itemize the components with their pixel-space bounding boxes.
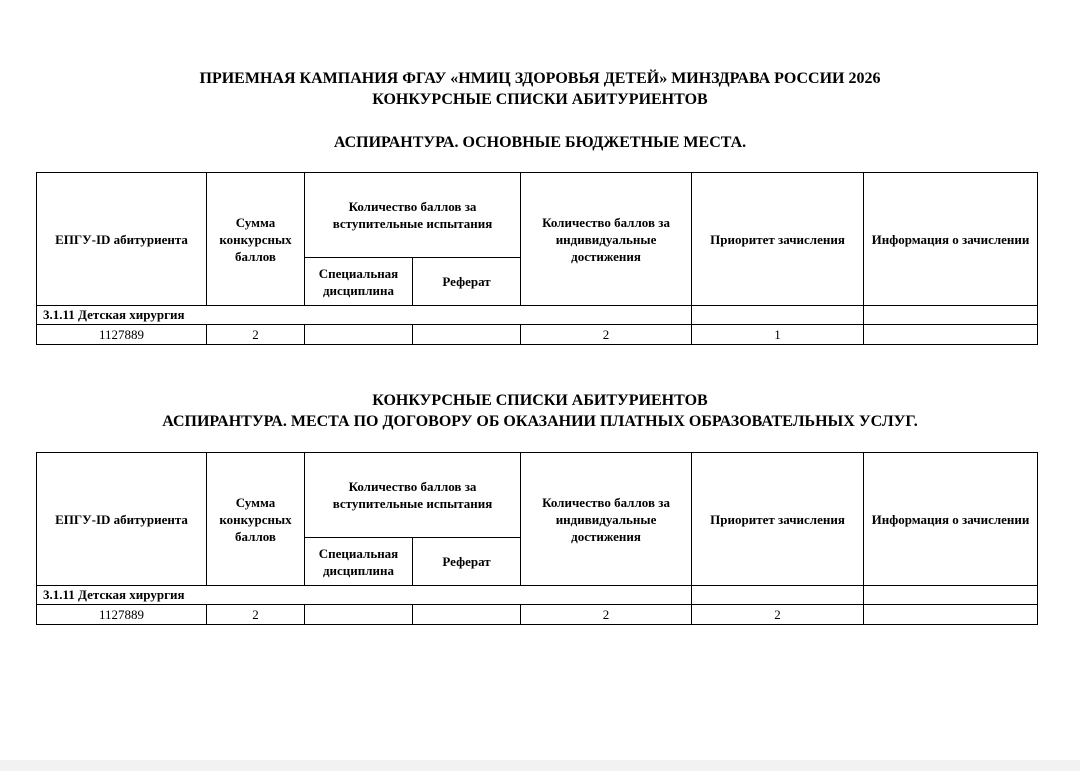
- column-header-priority: Приоритет зачисления: [692, 173, 864, 306]
- program-row-info-cell: [864, 586, 1038, 605]
- column-header-achievements: Количество баллов за индивидуальные достижения: [521, 453, 692, 586]
- essay-cell: [413, 325, 521, 345]
- paid-section-pretitle: КОНКУРСНЫЕ СПИСКИ АБИТУРИЕНТОВ: [372, 392, 708, 409]
- page-bottom-edge: [0, 760, 1080, 771]
- column-header-essay: Реферат: [413, 258, 521, 306]
- program-row-priority-cell: [692, 586, 864, 605]
- campaign-title: ПРИЕМНАЯ КАМПАНИЯ ФГАУ «НМИЦ ЗДОРОВЬЯ ДЕТЕЙ» МИНЗДРАВА РОССИИ 2026: [199, 70, 881, 87]
- program-row-info-cell: [864, 306, 1038, 325]
- paid-applicants-table: [36, 452, 1038, 625]
- column-header-total-score: Сумма конкурсных баллов: [207, 453, 305, 586]
- column-header-special-discipline: Специальная дисциплина: [305, 258, 413, 306]
- achievements-cell: 2: [521, 605, 692, 625]
- lists-title: КОНКУРСНЫЕ СПИСКИ АБИТУРИЕНТОВ: [372, 91, 708, 108]
- budget-applicants-table: [36, 172, 1038, 345]
- budget-section-title-text: АСПИРАНТУРА. ОСНОВНЫЕ БЮДЖЕТНЫЕ МЕСТА.: [333, 134, 747, 151]
- priority-cell: 1: [692, 325, 864, 345]
- column-header-exam-scores: Количество баллов за вступительные испытания: [305, 173, 521, 258]
- column-header-special-discipline: Специальная дисциплина: [305, 538, 413, 586]
- column-header-achievements: Количество баллов за индивидуальные достижения: [521, 173, 692, 306]
- document-header: [0, 68, 1080, 110]
- column-header-enrollment-info: Информация о зачислении: [864, 453, 1038, 586]
- special-discipline-cell: [305, 325, 413, 345]
- column-header-priority: Приоритет зачисления: [692, 453, 864, 586]
- table-row: [37, 325, 1038, 345]
- table-row: [37, 605, 1038, 625]
- program-row: [37, 586, 1038, 605]
- column-header-total-score: Сумма конкурсных баллов: [207, 173, 305, 306]
- paid-section-title-text: АСПИРАНТУРА. МЕСТА ПО ДОГОВОРУ ОБ ОКАЗАНИИ ПЛАТНЫХ ОБРАЗОВАТЕЛЬНЫХ УСЛУГ.: [162, 413, 918, 430]
- priority-cell: 2: [692, 605, 864, 625]
- enrollment-info-cell: [864, 325, 1038, 345]
- column-header-epgu-id: ЕПГУ-ID абитуриента: [37, 173, 207, 306]
- column-header-epgu-id: ЕПГУ-ID абитуриента: [37, 453, 207, 586]
- column-header-exam-scores: Количество баллов за вступительные испытания: [305, 453, 521, 538]
- program-name: 3.1.11 Детская хирургия: [37, 306, 692, 325]
- paid-section-title: [0, 390, 1080, 432]
- epgu-id-cell: 1127889: [37, 605, 207, 625]
- total-score-cell: 2: [207, 605, 305, 625]
- achievements-cell: 2: [521, 325, 692, 345]
- column-header-essay: Реферат: [413, 538, 521, 586]
- budget-section-title: [0, 132, 1080, 153]
- program-name: 3.1.11 Детская хирургия: [37, 586, 692, 605]
- total-score-cell: 2: [207, 325, 305, 345]
- column-header-enrollment-info: Информация о зачислении: [864, 173, 1038, 306]
- program-row: [37, 306, 1038, 325]
- special-discipline-cell: [305, 605, 413, 625]
- essay-cell: [413, 605, 521, 625]
- enrollment-info-cell: [864, 605, 1038, 625]
- epgu-id-cell: 1127889: [37, 325, 207, 345]
- program-row-priority-cell: [692, 306, 864, 325]
